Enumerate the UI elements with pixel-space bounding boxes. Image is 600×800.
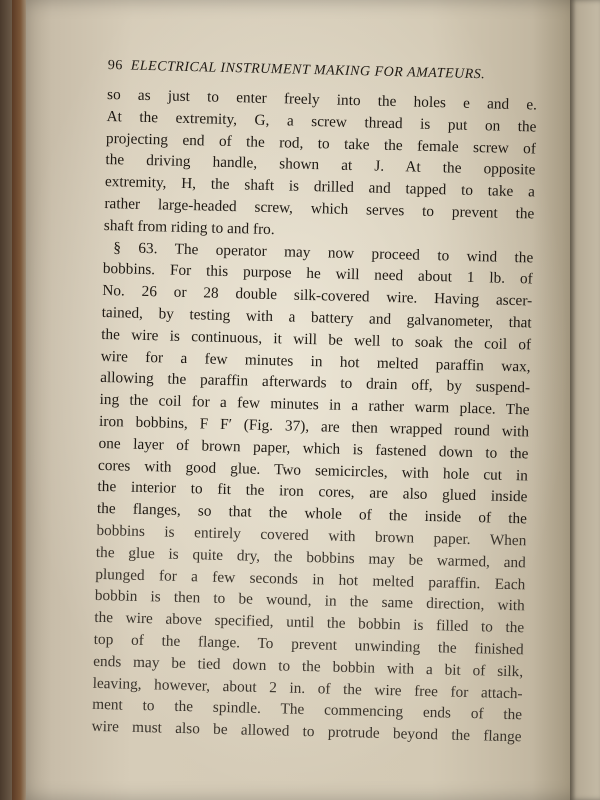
- text-line: No. 26 or 28 double silk-covered wire. Having ascer-: [102, 282, 533, 310]
- text-line: the driving handle, shown at J. At the opposite: [105, 151, 536, 179]
- running-head: ELECTRICAL INSTRUMENT MAKING FOR AMATEURS.: [130, 58, 486, 83]
- text-line: shaft from riding to and fro.: [103, 216, 275, 238]
- text-line: At the extremity, G, a screw thread is put on the: [106, 107, 537, 136]
- text-line: the wire is continuous, it will be well to soak the coil of: [101, 325, 532, 354]
- text-line: plunged for a few seconds in hot melted paraffin. Each: [95, 565, 526, 593]
- text-line: extremity, H, the shaft is drilled and tapped to take a: [104, 173, 536, 201]
- page-text-block: [91, 58, 537, 748]
- text-line: bobbins. For this purpose he will need about 1 lb. of: [102, 260, 533, 288]
- text-line: ing the coil for a few minutes in a rather warm place. The: [99, 391, 530, 419]
- adjacent-page-edge: [570, 0, 600, 800]
- page-header: [108, 58, 538, 85]
- text-line: so as just to enter freely into the holes e and e.: [106, 85, 538, 114]
- text-line: the flanges, so that the whole of the inside of the: [96, 500, 528, 528]
- text-line: projecting end of the rod, to take the female screw of: [105, 129, 537, 158]
- text-line: allowing the paraffin afterwards to drain off, by suspend-: [99, 369, 531, 397]
- text-line: wire must also be allowed to protrude beyond the flange: [91, 717, 522, 746]
- text-line: § 63. The operator may now proceed to wind the: [113, 238, 534, 267]
- text-line: wire for a few minutes in hot melted paraffin wax,: [100, 347, 531, 375]
- text-line: leaving, however, about 2 in. of the wire free for attach-: [92, 674, 523, 702]
- text-line: ment to the spindle. The commencing ends of the: [91, 696, 523, 724]
- page-number: 96: [107, 58, 123, 74]
- text-line: the wire above specified, until the bobbin is filled to the: [94, 608, 525, 637]
- text-line: ends may be tied down to the bobbin with a bit of silk,: [93, 652, 524, 681]
- text-line: the interior to fit the iron cores, are also glued inside: [97, 478, 528, 506]
- text-line: one layer of brown paper, which is fastened down to the: [98, 434, 529, 463]
- book-page: [12, 0, 572, 800]
- binding-gutter: [12, 0, 26, 800]
- text-line: bobbin is then to be wound, in the same direction, with: [94, 587, 525, 615]
- text-line: cores with good glue. Two semicircles, with hole cut in: [97, 456, 529, 484]
- text-line: iron bobbins, F F′ (Fig. 37), are then wrapped round with: [98, 412, 530, 441]
- text-line: the glue is quite dry, the bobbins may be warmed, and: [95, 543, 527, 572]
- text-line: rather large-headed screw, which serves to prevent the: [104, 194, 535, 223]
- text-line: bobbins is entirely covered with brown paper. When: [96, 521, 527, 550]
- text-line: tained, by testing with a battery and galvanometer, that: [101, 303, 532, 332]
- text-line: top of the flange. To prevent unwinding the finished: [93, 630, 524, 659]
